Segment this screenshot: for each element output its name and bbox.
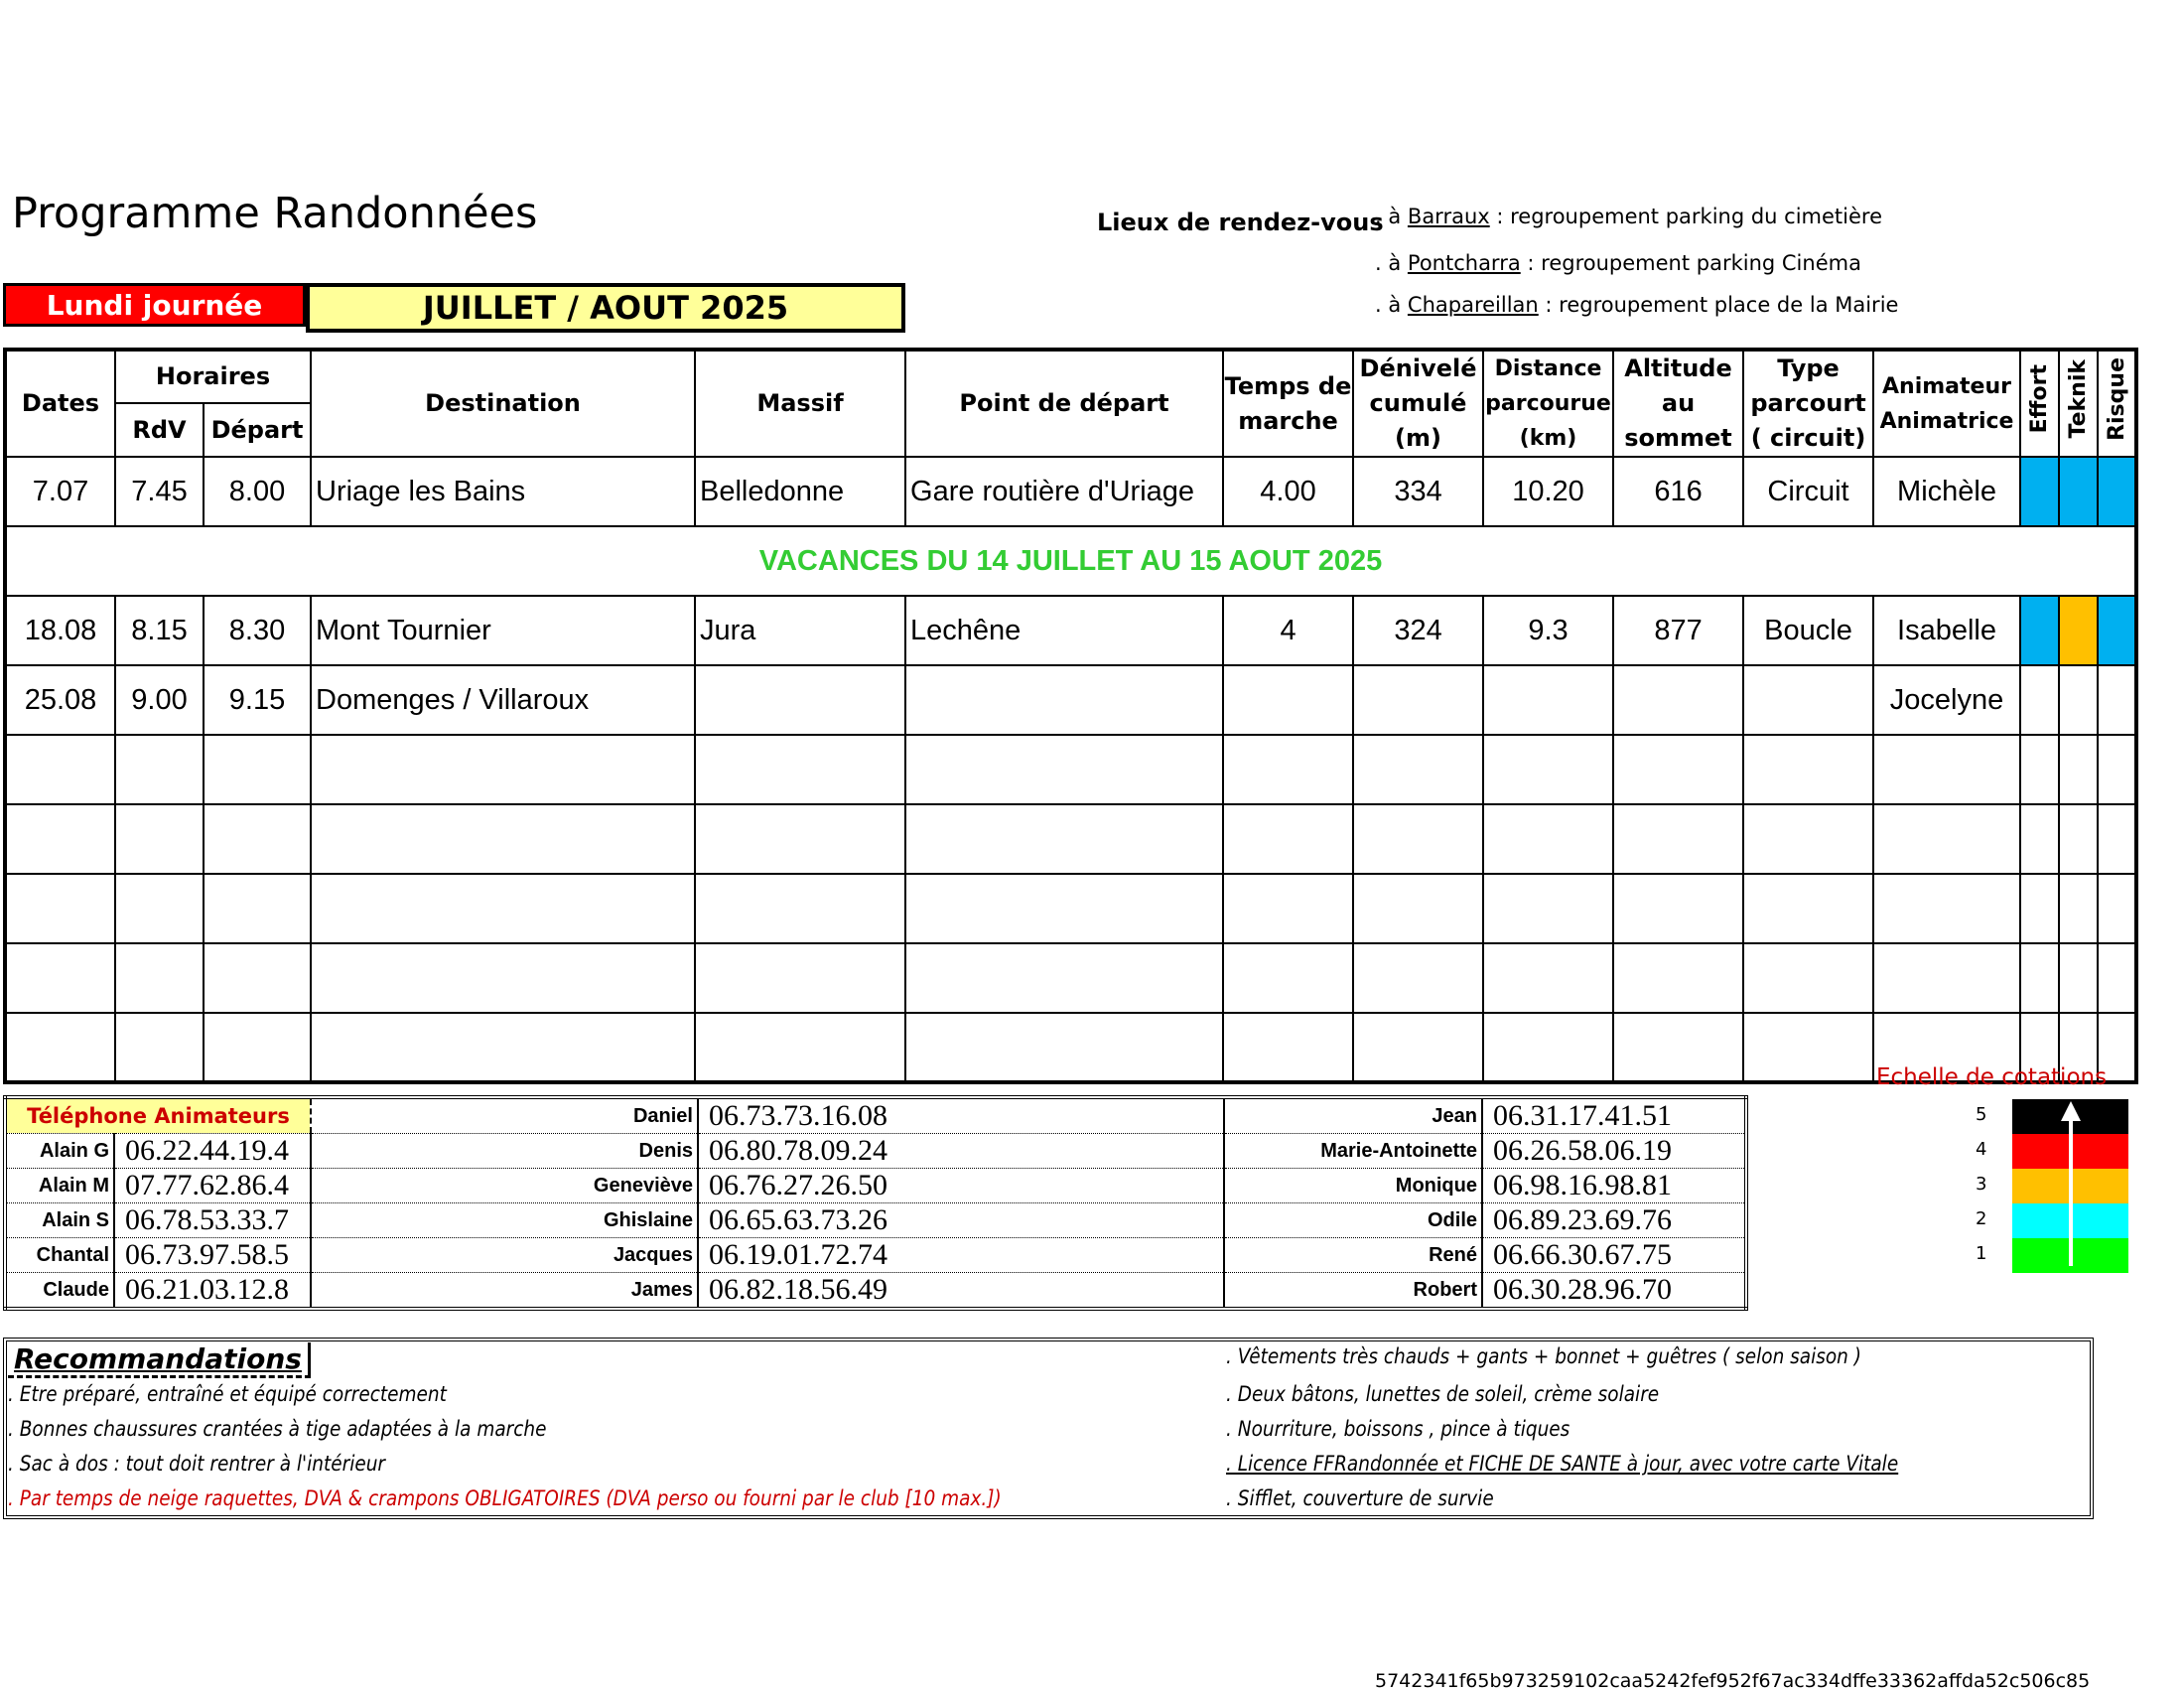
- scale-title: Echelle de cotations: [1876, 1064, 2108, 1090]
- cell-rdv: 8.15: [115, 596, 204, 665]
- phone-name: James: [311, 1273, 698, 1310]
- cell-type: [1743, 665, 1873, 735]
- cell-date: 7.07: [5, 457, 115, 526]
- phone-number: 06.89.23.69.76: [1482, 1203, 1746, 1238]
- empty-row: [5, 804, 2136, 874]
- month-banner: JUILLET / AOUT 2025: [306, 283, 905, 333]
- phone-number: 06.21.03.12.8: [114, 1273, 311, 1310]
- header-horaires: Horaires: [115, 350, 311, 403]
- phone-name: Monique: [1224, 1169, 1482, 1203]
- table-row: [5, 596, 2136, 665]
- rec-left-4: . Par temps de neige raquettes, DVA & crampons OBLIGATOIRES (DVA perso ou fourni par le club [10 max.]): [8, 1486, 1002, 1510]
- phone-name: Ghislaine: [311, 1203, 698, 1238]
- cell-massif: Jura: [695, 596, 905, 665]
- scale-level-3: 3: [1976, 1174, 1987, 1195]
- header-animateur: Animateur Animatrice: [1873, 350, 2020, 457]
- header-denivele: Dénivelé cumulé (m): [1353, 350, 1483, 457]
- cell-point: [905, 665, 1223, 735]
- header-rdv: RdV: [115, 403, 204, 457]
- header-temps: Temps de marche: [1223, 350, 1353, 457]
- cell-distance: [1483, 665, 1613, 735]
- rec-left-3: . Sac à dos : tout doit rentrer à l'intérieur: [8, 1452, 386, 1476]
- phone-number: 06.30.28.96.70: [1482, 1273, 1746, 1310]
- rec-right-3: . Nourriture, boissons , pince à tiques: [1226, 1417, 1570, 1441]
- phone-name: Marie-Antoinette: [1224, 1134, 1482, 1169]
- cell-risque: [2098, 665, 2136, 735]
- cell-depart: 9.15: [204, 665, 311, 735]
- cell-denivele: 324: [1353, 596, 1483, 665]
- phone-name: Alain M: [5, 1169, 114, 1203]
- risque-label: Risque: [2104, 356, 2129, 441]
- cell-effort: [2020, 457, 2059, 526]
- phone-row: [5, 1203, 1746, 1238]
- empty-row: [5, 1013, 2136, 1082]
- phone-name: Odile: [1224, 1203, 1482, 1238]
- phone-row: [5, 1238, 1746, 1273]
- cell-effort: [2020, 596, 2059, 665]
- rdv-desc: : regroupement parking du cimetière: [1489, 205, 1883, 228]
- rdv-place: Chapareillan: [1407, 293, 1539, 317]
- cell-type: Boucle: [1743, 596, 1873, 665]
- rdv-line-barraux: [1375, 205, 1882, 228]
- cell-depart: 8.30: [204, 596, 311, 665]
- header-depart: Départ: [204, 403, 311, 457]
- header-dates: Dates: [5, 350, 115, 457]
- phone-number: 06.80.78.09.24: [698, 1134, 1224, 1169]
- cell-massif: Belledonne: [695, 457, 905, 526]
- header-risque: [2098, 350, 2136, 457]
- document-hash: 5742341f65b973259102caa5242fef952f67ac334dffe33362affda52c506c85: [1375, 1670, 2091, 1692]
- phone-number: 06.76.27.26.50: [698, 1169, 1224, 1203]
- phone-name: Jean: [1224, 1097, 1482, 1134]
- cell-rdv: 7.45: [115, 457, 204, 526]
- recommendations-title: Recommandations: [8, 1342, 311, 1378]
- cell-teknik: [2059, 457, 2098, 526]
- phone-number: 06.22.44.19.4: [114, 1134, 311, 1169]
- rdv-desc: : regroupement parking Cinéma: [1520, 251, 1861, 275]
- cell-point: Gare routière d'Uriage: [905, 457, 1223, 526]
- rdv-place: Pontcharra: [1407, 251, 1521, 275]
- scale-level-4: 4: [1976, 1139, 1987, 1160]
- cell-altitude: [1613, 665, 1743, 735]
- cell-animateur: Jocelyne: [1873, 665, 2020, 735]
- phone-number: 06.19.01.72.74: [698, 1238, 1224, 1273]
- header-type: Type parcourt ( circuit): [1743, 350, 1873, 457]
- header-destination: Destination: [311, 350, 695, 457]
- header-teknik: [2059, 350, 2098, 457]
- cell-type: Circuit: [1743, 457, 1873, 526]
- header-distance: Distance parcourue (km): [1483, 350, 1613, 457]
- rec-left-2: . Bonnes chaussures crantées à tige adaptées à la marche: [8, 1417, 547, 1441]
- cell-depart: 8.00: [204, 457, 311, 526]
- rdv-place: Barraux: [1407, 205, 1490, 228]
- scale-arrow-icon: [2057, 1099, 2085, 1273]
- rec-left-1: . Etre préparé, entraîné et équipé correctement: [8, 1382, 447, 1406]
- rec-right-1: . Vêtements très chauds + gants + bonnet + guêtres ( selon saison ): [1226, 1344, 1861, 1368]
- rec-right-2: . Deux bâtons, lunettes de soleil, crème solaire: [1226, 1382, 1660, 1406]
- phone-number: 06.65.63.73.26: [698, 1203, 1224, 1238]
- rdv-line-chapareillan: [1375, 293, 1898, 317]
- empty-row: [5, 735, 2136, 804]
- phone-number: 06.26.58.06.19: [1482, 1134, 1746, 1169]
- effort-label: Effort: [2027, 363, 2053, 434]
- cell-distance: 10.20: [1483, 457, 1613, 526]
- scale-level-1: 1: [1976, 1243, 1987, 1264]
- phone-name: Geneviève: [311, 1169, 698, 1203]
- phone-table: [3, 1095, 1748, 1311]
- rdv-prefix: . à: [1375, 293, 1408, 317]
- empty-row: [5, 943, 2136, 1013]
- cell-distance: 9.3: [1483, 596, 1613, 665]
- phone-row: [5, 1097, 1746, 1134]
- header-effort: [2020, 350, 2059, 457]
- cell-animateur: Isabelle: [1873, 596, 2020, 665]
- phone-name: Jacques: [311, 1238, 698, 1273]
- table-row: [5, 665, 2136, 735]
- teknik-label: Teknik: [2066, 358, 2092, 439]
- program-table: [3, 348, 2138, 1084]
- cell-effort: [2020, 665, 2059, 735]
- rec-right-4: . Licence FFRandonnée et FICHE DE SANTE à jour, avec votre carte Vitale: [1226, 1452, 1899, 1476]
- cell-risque: [2098, 596, 2136, 665]
- phone-number: 06.98.16.98.81: [1482, 1169, 1746, 1203]
- cell-animateur: Michèle: [1873, 457, 2020, 526]
- cell-risque: [2098, 457, 2136, 526]
- phone-number: 07.77.62.86.4: [114, 1169, 311, 1203]
- phone-number: 06.82.18.56.49: [698, 1273, 1224, 1310]
- phone-name: Robert: [1224, 1273, 1482, 1310]
- cell-denivele: 334: [1353, 457, 1483, 526]
- phone-number: 06.73.97.58.5: [114, 1238, 311, 1273]
- rdv-line-pontcharra: [1375, 251, 1861, 275]
- rdv-prefix: . à: [1375, 251, 1408, 275]
- table-row: [5, 457, 2136, 526]
- cell-date: 25.08: [5, 665, 115, 735]
- cell-altitude: 616: [1613, 457, 1743, 526]
- cell-rdv: 9.00: [115, 665, 204, 735]
- phone-name: Claude: [5, 1273, 114, 1310]
- cell-destination: Domenges / Villaroux: [311, 665, 695, 735]
- phone-number: 06.66.30.67.75: [1482, 1238, 1746, 1273]
- header-altitude: Altitude au sommet: [1613, 350, 1743, 457]
- rdv-desc: : regroupement place de la Mairie: [1538, 293, 1899, 317]
- phone-number: 06.78.53.33.7: [114, 1203, 311, 1238]
- vacances-row: [5, 526, 2136, 596]
- cell-temps: [1223, 665, 1353, 735]
- cell-teknik: [2059, 665, 2098, 735]
- phone-title: Téléphone Animateurs: [5, 1097, 311, 1134]
- phone-row: [5, 1169, 1746, 1203]
- cell-temps: 4.00: [1223, 457, 1353, 526]
- cell-destination: Mont Tournier: [311, 596, 695, 665]
- phone-name: Alain G: [5, 1134, 114, 1169]
- page-title: Programme Randonnées: [12, 189, 538, 238]
- phone-name: Daniel: [311, 1097, 698, 1134]
- cell-destination: Uriage les Bains: [311, 457, 695, 526]
- vacances-banner: VACANCES DU 14 JUILLET AU 15 AOUT 2025: [5, 526, 2136, 596]
- phone-number: 06.31.17.41.51: [1482, 1097, 1746, 1134]
- header-massif: Massif: [695, 350, 905, 457]
- cell-date: 18.08: [5, 596, 115, 665]
- cell-teknik: [2059, 596, 2098, 665]
- rec-right-5: . Sifflet, couverture de survie: [1226, 1486, 1494, 1510]
- header-point-depart: Point de départ: [905, 350, 1223, 457]
- phone-name: René: [1224, 1238, 1482, 1273]
- phone-name: Chantal: [5, 1238, 114, 1273]
- rdv-label: Lieux de rendez-vous: [1097, 209, 1384, 236]
- scale-level-2: 2: [1976, 1208, 1987, 1229]
- phone-number: 06.73.73.16.08: [698, 1097, 1224, 1134]
- phone-name: Alain S: [5, 1203, 114, 1238]
- empty-row: [5, 874, 2136, 943]
- rdv-prefix: . à: [1375, 205, 1408, 228]
- scale-level-5: 5: [1976, 1104, 1987, 1125]
- cell-massif: [695, 665, 905, 735]
- day-badge: Lundi journée: [3, 283, 306, 327]
- phone-row: [5, 1273, 1746, 1310]
- cell-altitude: 877: [1613, 596, 1743, 665]
- cell-temps: 4: [1223, 596, 1353, 665]
- phone-name: Denis: [311, 1134, 698, 1169]
- cell-denivele: [1353, 665, 1483, 735]
- cell-point: Lechêne: [905, 596, 1223, 665]
- phone-row: [5, 1134, 1746, 1169]
